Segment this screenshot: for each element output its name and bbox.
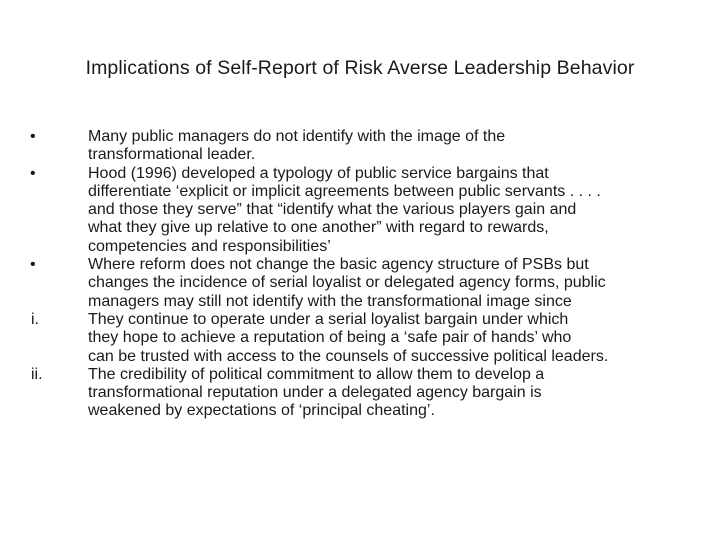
item-line: competencies and responsibilities’: [88, 237, 331, 255]
item-line: The credibility of political commitment to allow them to develop a: [88, 365, 545, 383]
item-line: Hood (1996) developed a typology of public service bargains that: [88, 164, 549, 182]
roman-numeral-marker: ii.: [31, 365, 43, 383]
slide-title: Implications of Self-Report of Risk Averse Leadership Behavior: [85, 57, 635, 79]
bullet-marker: •: [30, 256, 36, 274]
content-list: [30, 128, 720, 421]
item-line: Where reform does not change the basic agency structure of PSBs but: [88, 256, 589, 274]
bullet-marker: •: [30, 128, 36, 145]
list-item: [30, 311, 720, 366]
item-line: can be trusted with access to the counsels of successive political leaders.: [88, 347, 609, 365]
list-item: [30, 165, 720, 256]
item-line: weakened by expectations of ‘principal cheating’.: [88, 402, 435, 420]
item-line: changes the incidence of serial loyalist or delegated agency forms, public: [88, 274, 606, 292]
item-line: transformational leader.: [88, 146, 256, 164]
item-line: managers may still not identify with the transformational image since: [88, 292, 572, 310]
item-line: They continue to operate under a serial loyalist bargain under which: [88, 310, 569, 328]
list-item: [30, 128, 720, 165]
list-item: [30, 256, 720, 311]
item-line: and those they serve” that “identify what the various players gain and: [88, 201, 577, 219]
item-line: what they give up relative to one another” with regard to rewards,: [88, 219, 549, 237]
item-line: they hope to achieve a reputation of being a ‘safe pair of hands’ who: [88, 329, 572, 347]
item-line: differentiate ‘explicit or implicit agreements between public servants . . . .: [88, 182, 601, 200]
item-line: transformational reputation under a delegated agency bargain is: [88, 384, 542, 402]
item-line: Many public managers do not identify with the image of the: [88, 128, 506, 145]
roman-numeral-marker: i.: [31, 310, 39, 328]
list-item: [30, 366, 720, 421]
bullet-marker: •: [30, 164, 36, 182]
